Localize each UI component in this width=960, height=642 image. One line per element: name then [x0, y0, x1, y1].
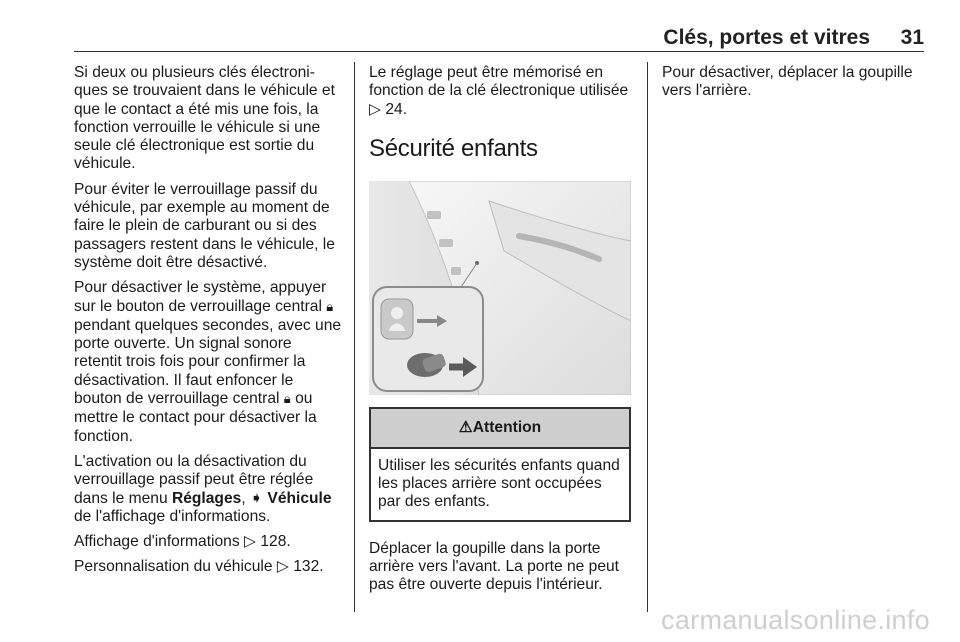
column-2 [369, 64, 635, 602]
child-lock-illustration [369, 181, 631, 395]
reference-arrow-icon: ▷ [369, 100, 381, 118]
paragraph: Personnalisation du véhicule ▷ 132. [74, 558, 324, 576]
warning-box [369, 407, 631, 522]
column-divider-2 [647, 62, 648, 612]
reference-arrow-icon: ▷ [276, 558, 289, 576]
paragraph [74, 279, 342, 446]
page-reference: 132. [293, 558, 324, 576]
paragraph: Pour éviter le verrouillage passif du véhicule, par exemple au moment de faire le plein de carburant ou si des passagers restent dans le véhicule, le système doit être désactivé. [74, 180, 335, 271]
header-rule [74, 51, 924, 52]
paragraph: Si deux ou plusieurs clés électroni-ques se trouvaient dans le véhicule et que le contact a été mis une fois, la fonction verrouille le véhicule si une seule clé électronique est sortie du véhicule. [74, 64, 335, 173]
warning-icon: ⚠ [458, 418, 473, 436]
page-title: Clés, portes et vitres [663, 26, 870, 49]
page-reference: 128. [260, 533, 291, 551]
paragraph-text: de l'affichage d'informations. [74, 507, 271, 525]
warning-title: Attention [472, 418, 542, 436]
paragraph-text: ou mettre le contact pour désactiver la fonction. [74, 390, 317, 445]
menu-item-settings: Réglages [171, 489, 242, 507]
menu-arrow-icon: ➧ [250, 489, 264, 507]
central-lock-icon: 🔒︎ [326, 299, 334, 315]
section-title: Sécurité enfants [369, 134, 538, 162]
central-lock-icon: 🔒︎ [283, 392, 291, 408]
child-lock-drawing [369, 181, 631, 395]
warning-header [371, 409, 629, 449]
paragraph-text: Pour désactiver le système, appuyer sur le bouton de verrouillage central [74, 279, 327, 315]
page-reference: 24. [385, 100, 408, 118]
paragraph: L'activation ou la désactivation du verrouillage passif peut être réglée dans le menu Réglages, ➧ Véhicule de l'affichage d'informations. [74, 452, 332, 525]
paragraph: Déplacer la goupille dans la porte arrière vers l'avant. La porte ne peut pas être ouverte depuis l'intérieur. [369, 539, 620, 594]
paragraph: Pour désactiver, déplacer la goupille vers l'arrière. [662, 64, 913, 100]
watermark: carmanualsonline.info [661, 605, 930, 635]
menu-item-vehicle: Véhicule [267, 489, 332, 507]
column-1 [74, 64, 342, 584]
column-3 [662, 64, 928, 108]
page-number: 31 [900, 26, 924, 49]
reference-arrow-icon: ▷ [244, 533, 256, 551]
column-divider-1 [354, 62, 355, 612]
child-lock-callout [373, 287, 483, 391]
paragraph: Affichage d'informations ▷ 128. [74, 533, 291, 551]
paragraph-text: L'activation ou la désactivation du verrouillage passif peut être réglée dans le menu [74, 452, 314, 507]
paragraph: Le réglage peut être mémorisé en fonction de la clé électronique utilisée ▷ 24. [369, 64, 629, 118]
paragraph-text: pendant quelques secondes, avec une porte ouverte. Un signal sonore retentit trois fois pour confirmer la désactivation. Il faut enfoncer le bouton de verrouillage central [74, 316, 342, 408]
warning-text: Utiliser les sécurités enfants quand les places arrière sont occupées par des enfants. [378, 456, 620, 511]
